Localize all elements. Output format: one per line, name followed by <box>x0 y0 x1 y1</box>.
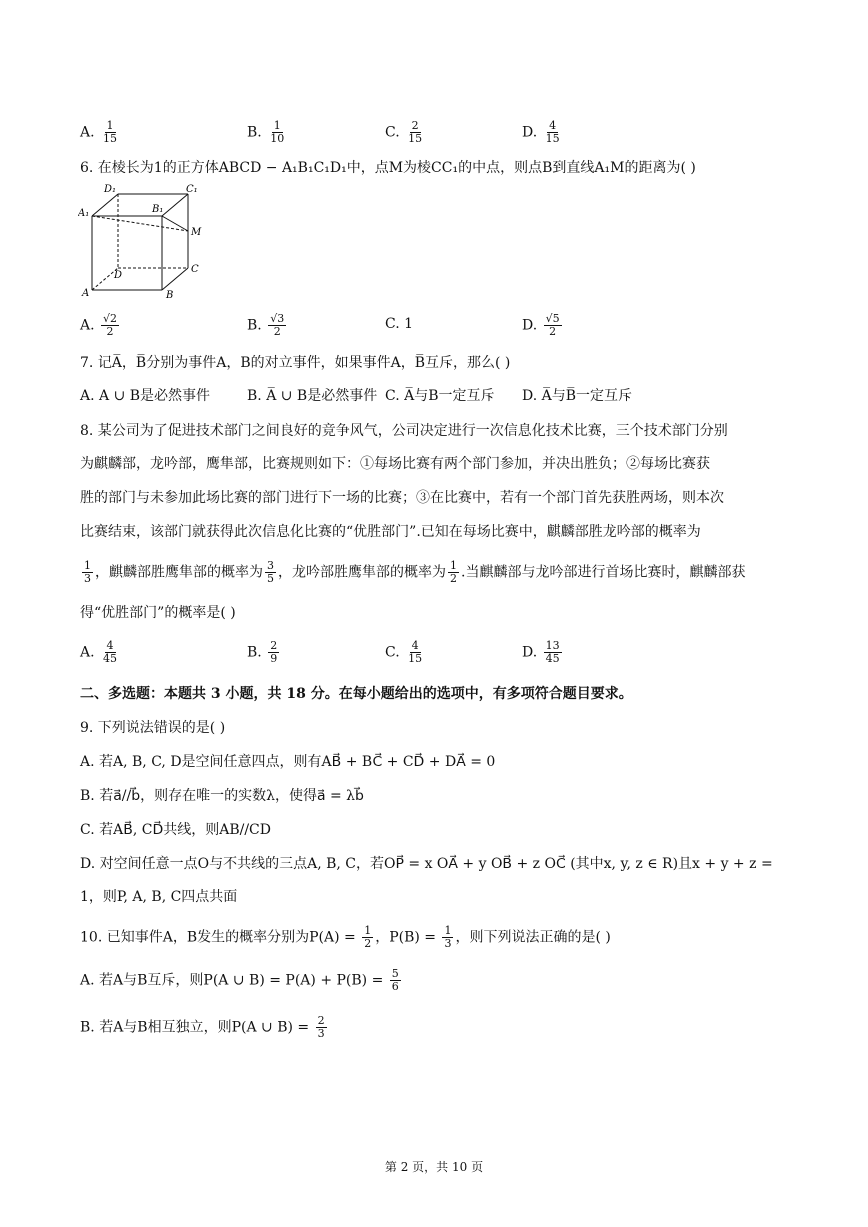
label-c: C <box>191 264 199 275</box>
label-a: A <box>82 288 90 299</box>
q5-option-b: B. $\frac{1}{10}$ <box>247 119 285 145</box>
q9-option-b: B. 若a⃗//b⃗，则存在唯一的实数λ，使得a⃗ = λb⃗ <box>80 788 364 804</box>
q9-option-d-line-1: D. 对空间任意一点O与不共线的三点A, B, C，若OP⃗ = x OA⃗ + y OB⃗ + z OC⃗ (其中x, y, z ∈ R)且x + y + z = <box>80 856 773 872</box>
q8-frac-2: $\frac{3}{5}$ <box>267 559 274 585</box>
label-d1: D₁ <box>104 184 117 195</box>
q8-option-b: B. $\frac{2}{9}$ <box>247 639 278 665</box>
q7-option-c: C. A̅与B一定互斥 <box>385 388 495 404</box>
q8-option-d: D. $\frac{13}{45}$ <box>522 639 560 665</box>
q8-line-5: $\frac{1}{3}$ ，麒麟部胜鹰隼部的概率为 $\frac{3}{5}$ ，龙吟部胜鹰隼部的概率为 $\frac{1}{2}$ .当麒麟部与龙吟部进行首场比赛时，麒麟部获 <box>84 559 746 585</box>
q10-option-a: A. 若A与B互斥，则P(A ∪ B) = P(A) + P(B) = $\frac{5}{6}$ <box>80 967 399 993</box>
q8-line-6: 得“优胜部门”的概率是( ) <box>80 605 236 621</box>
q9-stem: 9. 下列说法错误的是( ) <box>80 720 226 736</box>
q8-line-1: 8. 某公司为了促进技术部门之间良好的竞争风气，公司决定进行一次信息化技术比赛，三个技术部门分别 <box>80 423 728 439</box>
label-m: M <box>191 227 202 238</box>
label-d: D <box>114 270 123 281</box>
q10-option-b: B. 若A与B相互独立，则P(A ∪ B) = $\frac{2}{3}$ <box>80 1014 325 1040</box>
q7-option-a: A. A ∪ B是必然事件 <box>80 388 211 404</box>
label-b: B <box>166 290 174 300</box>
label-c1: C₁ <box>186 184 198 195</box>
q5-option-d: D. $\frac{4}{15}$ <box>522 119 560 145</box>
q8-line-4: 比赛结束，该部门就获得此次信息化比赛的“优胜部门”.已知在每场比赛中，麒麟部胜龙吟部的概率为 <box>80 524 701 540</box>
q10-stem: 10. 已知事件A，B发生的概率分别为P(A) = $\frac{1}{2}$ ，P(B) = $\frac{1}{3}$ ，则下列说法正确的是( ) <box>80 924 611 950</box>
q8-line-2: 为麒麟部，龙吟部，鹰隼部，比赛规则如下：①每场比赛有两个部门参加，并决出胜负；②每场比赛获 <box>80 456 710 472</box>
q7-stem: 7. 记A̅，B̅分别为事件A，B的对立事件，如果事件A，B̅互斥，那么( ) <box>80 355 511 371</box>
q8-frac-3: $\frac{1}{2}$ <box>450 559 457 585</box>
cube-figure <box>78 180 208 300</box>
q6-option-a: A. $\frac{√2}{2}$ <box>80 312 118 338</box>
q9-option-d-line-2: 1，则P, A, B, C四点共面 <box>80 889 238 905</box>
q9-option-c: C. 若AB⃗, CD⃗共线，则AB//CD <box>80 822 271 838</box>
label-b1: B₁ <box>152 204 164 215</box>
q7-option-b: B. A̅ ∪ B是必然事件 <box>247 388 378 404</box>
q6-option-b: B. $\frac{√3}{2}$ <box>247 312 285 338</box>
page-footer: 第 2 页，共 10 页 <box>384 1160 484 1174</box>
q6-option-d: D. $\frac{√5}{2}$ <box>522 312 560 338</box>
label-a1: A₁ <box>78 208 90 219</box>
q6-stem: 6. 在棱长为1的正方体ABCD − A₁B₁C₁D₁中，点M为棱CC₁的中点，则点B到直线A₁M的距离为( ) <box>80 160 696 176</box>
q5-option-a: A. $\frac{1}{15}$ <box>80 119 118 145</box>
q5-option-c: C. $\frac{2}{15}$ <box>385 119 423 145</box>
q9-option-a: A. 若A, B, C, D是空间任意四点，则有AB⃗ + BC⃗ + CD⃗ + DA⃗ = 0 <box>80 754 496 770</box>
q7-option-d: D. A̅与B̅一定互斥 <box>522 388 633 404</box>
q8-option-a: A. $\frac{4}{45}$ <box>80 639 118 665</box>
q8-line-3: 胜的部门与未参加此场比赛的部门进行下一场的比赛；③在比赛中，若有一个部门首先获胜两场，则本次 <box>80 490 724 506</box>
q8-frac-1: $\frac{1}{3}$ <box>84 559 91 585</box>
q8-option-c: C. $\frac{4}{15}$ <box>385 639 423 665</box>
q6-option-c: C. 1 <box>385 316 414 332</box>
section-2-heading: 二、多选题：本题共 3 小题，共 18 分。在每小题给出的选项中，有多项符合题目要求。 <box>80 686 633 702</box>
